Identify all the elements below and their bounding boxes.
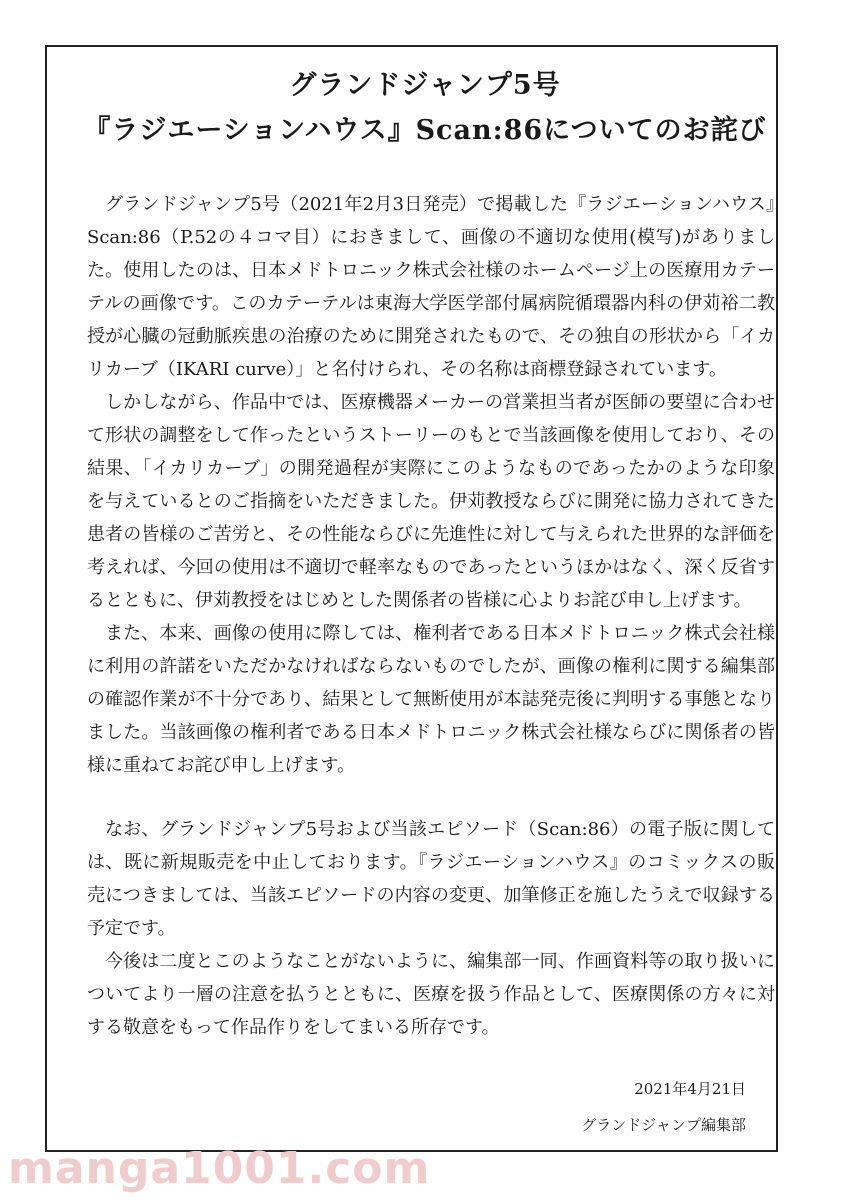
site-watermark: manga1001.com	[8, 1143, 431, 1194]
paragraph-1: グランドジャンプ5号（2021年2月3日発売）で掲載した『ラジエーションハウス』Scan:86（P.52の４コマ目）におきまして、画像の不適切な使用(模写)がありました。使用したのは、日本メドトロニック株式会社様のホームページ上の医療用カテーテルの画像です。このカテーテルは東海大学医学部付属病院循環器内科の伊苅裕二教授が心臓の冠動脈疾患の治療のために開発されたもので、その独自の形状から「イカリカーブ（IKARI curve）」と名付けられ、その名称は商標登録されています。	[87, 194, 775, 380]
paragraph-2: しかしながら、作品中では、医療機器メーカーの営業担当者が医師の要望に合わせて形状の調整をして作ったというストーリーのもとで当該画像を使用しており、その結果、「イカリカーブ」の開発過程が実際にこのようなものであったかのような印象を与えているとのご指摘をいただきました。伊苅教授ならびに開発に協力されてきた患者の皆様のご苦労と、その性能ならびに先進性に対して与えられた世界的な評価を考えれば、今回の使用は不適切で軽率なものであったというほかはなく、深く反省するとともに、伊苅教授をはじめとした関係者の皆様に心よりお詫び申し上げます。	[87, 392, 775, 611]
notice-signature-department: グランドジャンプ編集部	[581, 1116, 746, 1134]
paragraph-5: 今後は二度とこのようなことがないように、編集部一同、作画資料等の取り扱いについてより一層の注意を払うとともに、医療を扱う作品として、医療関係の方々に対する敬意をもって作品作りをしてまいる所存です。	[87, 951, 775, 1038]
notice-title-line1: グランドジャンプ5号	[289, 70, 561, 101]
paragraph-4: なお、グランドジャンプ5号および当該エピソード（Scan:86）の電子版に関しては、既に新規販売を中止しております。『ラジエーションハウス』のコミックスの販売につきましては、当該エピソードの内容の変更、加筆修正を施したうえで収録する予定です。	[87, 819, 775, 939]
notice-date: 2021年4月21日	[634, 1080, 746, 1098]
notice-title-line2: 『ラジエーションハウス』Scan:86についてのお詫び	[83, 115, 767, 146]
paragraph-3: また、本来、画像の使用に際しては、権利者である日本メドトロニック株式会社様に利用の許諾をいただかなければならないものでしたが、画像の権利に関する編集部の確認作業が不十分であり、結果として無断使用が本誌発売後に判明する事態となりました。当該画像の権利者である日本メドトロニック株式会社様ならびに関係者の皆様に重ねてお詫び申し上げます。	[87, 623, 775, 776]
notice-body-main	[87, 188, 775, 782]
notice-body-followup	[87, 813, 775, 1044]
